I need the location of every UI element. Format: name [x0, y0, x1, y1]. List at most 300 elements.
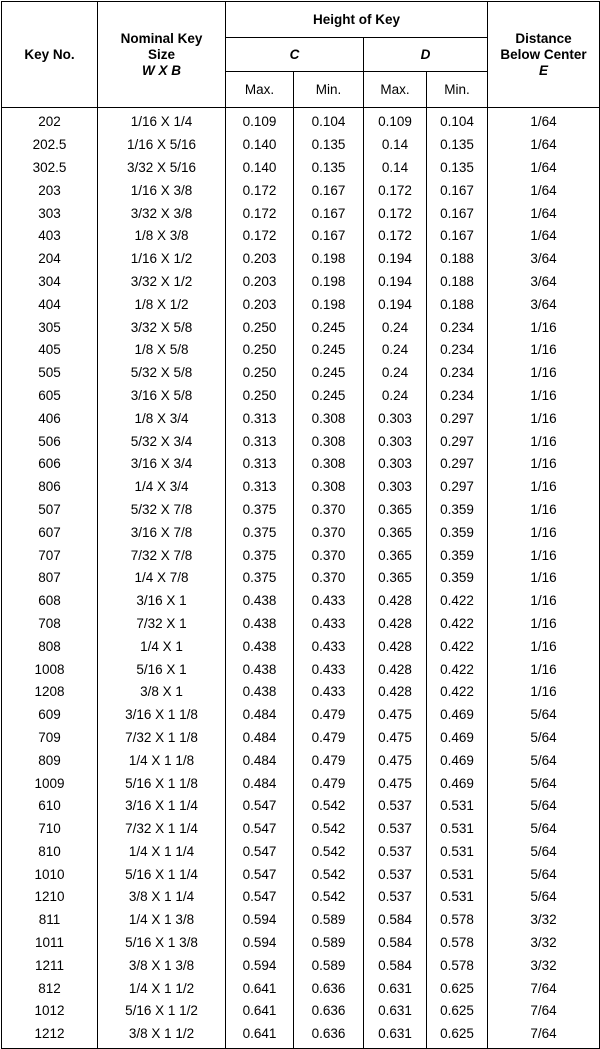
cell-d-max: 0.303: [364, 407, 427, 430]
cell-c-max: 0.250: [226, 316, 294, 339]
cell-d-max: 0.475: [364, 749, 427, 772]
table-row: [2, 271, 600, 294]
cell-c-max: 0.484: [226, 704, 294, 727]
cell-key-no: 302.5: [2, 157, 98, 180]
table-row: [2, 362, 600, 385]
cell-d-min: 0.625: [427, 1023, 488, 1048]
cell-d-min: 0.297: [427, 453, 488, 476]
cell-nominal-size: 1/16 X 1/2: [98, 248, 226, 271]
table-row: [2, 658, 600, 681]
cell-d-min: 0.104: [427, 108, 488, 134]
header-nominal-line2: Size: [147, 46, 175, 62]
table-row: [2, 886, 600, 909]
header-distance-line3: E: [539, 62, 549, 78]
cell-d-min: 0.422: [427, 635, 488, 658]
cell-c-max: 0.594: [226, 954, 294, 977]
cell-nominal-size: 1/8 X 5/8: [98, 339, 226, 362]
cell-d-min: 0.167: [427, 202, 488, 225]
cell-d-max: 0.194: [364, 248, 427, 271]
header-c-min: Min.: [294, 72, 364, 108]
cell-c-max: 0.140: [226, 157, 294, 180]
cell-distance-e: 1/16: [488, 362, 600, 385]
cell-key-no: 405: [2, 339, 98, 362]
cell-distance-e: 1/16: [488, 544, 600, 567]
cell-key-no: 811: [2, 909, 98, 932]
cell-nominal-size: 3/8 X 1 1/4: [98, 886, 226, 909]
cell-distance-e: 5/64: [488, 772, 600, 795]
table-row: [2, 293, 600, 316]
cell-distance-e: 3/32: [488, 932, 600, 955]
cell-d-max: 0.303: [364, 476, 427, 499]
cell-distance-e: 1/16: [488, 681, 600, 704]
header-nominal-line3: W X B: [142, 62, 181, 78]
cell-c-min: 0.479: [294, 772, 364, 795]
cell-d-max: 0.631: [364, 1000, 427, 1023]
cell-d-min: 0.531: [427, 863, 488, 886]
cell-distance-e: 1/16: [488, 339, 600, 362]
cell-d-min: 0.422: [427, 613, 488, 636]
table-row: [2, 841, 600, 864]
cell-key-no: 710: [2, 818, 98, 841]
cell-key-no: 809: [2, 749, 98, 772]
cell-c-max: 0.140: [226, 134, 294, 157]
table-header: [2, 2, 600, 108]
table-row: [2, 681, 600, 704]
cell-key-no: 404: [2, 293, 98, 316]
cell-d-min: 0.422: [427, 590, 488, 613]
cell-distance-e: 1/64: [488, 108, 600, 134]
header-nominal-line1: Nominal Key: [120, 30, 203, 46]
cell-d-max: 0.24: [364, 339, 427, 362]
cell-d-min: 0.359: [427, 544, 488, 567]
cell-d-min: 0.625: [427, 977, 488, 1000]
cell-d-max: 0.14: [364, 134, 427, 157]
table-row: [2, 977, 600, 1000]
cell-key-no: 203: [2, 179, 98, 202]
header-key-no: Key No.: [2, 2, 98, 108]
table-row: [2, 430, 600, 453]
cell-key-no: 1010: [2, 863, 98, 886]
cell-d-min: 0.359: [427, 499, 488, 522]
cell-d-min: 0.578: [427, 932, 488, 955]
cell-c-max: 0.172: [226, 179, 294, 202]
cell-nominal-size: 1/4 X 1 1/4: [98, 841, 226, 864]
cell-distance-e: 3/64: [488, 293, 600, 316]
cell-d-min: 0.188: [427, 271, 488, 294]
cell-distance-e: 5/64: [488, 795, 600, 818]
table-row: [2, 476, 600, 499]
cell-d-min: 0.422: [427, 681, 488, 704]
cell-c-min: 0.433: [294, 635, 364, 658]
cell-d-max: 0.537: [364, 841, 427, 864]
cell-d-min: 0.359: [427, 567, 488, 590]
cell-c-min: 0.370: [294, 499, 364, 522]
cell-d-max: 0.631: [364, 1023, 427, 1048]
cell-key-no: 204: [2, 248, 98, 271]
cell-d-max: 0.172: [364, 202, 427, 225]
cell-nominal-size: 5/16 X 1 1/2: [98, 1000, 226, 1023]
cell-c-max: 0.313: [226, 453, 294, 476]
cell-c-min: 0.135: [294, 134, 364, 157]
cell-d-min: 0.135: [427, 157, 488, 180]
table-row: [2, 749, 600, 772]
cell-d-max: 0.428: [364, 590, 427, 613]
cell-c-max: 0.313: [226, 430, 294, 453]
cell-key-no: 608: [2, 590, 98, 613]
table-row: [2, 590, 600, 613]
cell-c-max: 0.438: [226, 658, 294, 681]
cell-c-min: 0.308: [294, 407, 364, 430]
cell-c-max: 0.109: [226, 108, 294, 134]
cell-d-max: 0.475: [364, 772, 427, 795]
table-row: [2, 909, 600, 932]
cell-nominal-size: 5/16 X 1: [98, 658, 226, 681]
cell-c-max: 0.641: [226, 1023, 294, 1048]
header-nominal-size: [98, 2, 226, 108]
cell-d-min: 0.531: [427, 818, 488, 841]
cell-c-min: 0.245: [294, 362, 364, 385]
cell-d-max: 0.365: [364, 567, 427, 590]
cell-d-min: 0.531: [427, 841, 488, 864]
cell-nominal-size: 7/32 X 1 1/8: [98, 727, 226, 750]
cell-d-min: 0.469: [427, 727, 488, 750]
cell-c-min: 0.542: [294, 795, 364, 818]
cell-distance-e: 5/64: [488, 886, 600, 909]
cell-d-min: 0.531: [427, 886, 488, 909]
table-row: [2, 795, 600, 818]
table-row: [2, 954, 600, 977]
cell-c-max: 0.313: [226, 407, 294, 430]
cell-nominal-size: 5/16 X 1 3/8: [98, 932, 226, 955]
cell-c-max: 0.641: [226, 1000, 294, 1023]
table-row: [2, 863, 600, 886]
cell-distance-e: 1/64: [488, 134, 600, 157]
cell-nominal-size: 5/32 X 3/4: [98, 430, 226, 453]
table-row: [2, 1000, 600, 1023]
cell-nominal-size: 5/32 X 5/8: [98, 362, 226, 385]
table-row: [2, 248, 600, 271]
cell-c-max: 0.250: [226, 339, 294, 362]
table-row: [2, 635, 600, 658]
cell-c-min: 0.245: [294, 339, 364, 362]
cell-d-max: 0.24: [364, 316, 427, 339]
table-row: [2, 499, 600, 522]
cell-key-no: 605: [2, 385, 98, 408]
cell-c-max: 0.484: [226, 749, 294, 772]
cell-distance-e: 1/64: [488, 157, 600, 180]
cell-c-min: 0.589: [294, 909, 364, 932]
cell-nominal-size: 1/16 X 3/8: [98, 179, 226, 202]
cell-distance-e: 1/16: [488, 635, 600, 658]
cell-c-max: 0.594: [226, 932, 294, 955]
cell-d-min: 0.234: [427, 339, 488, 362]
cell-c-max: 0.547: [226, 818, 294, 841]
cell-key-no: 610: [2, 795, 98, 818]
cell-distance-e: 1/16: [488, 567, 600, 590]
cell-key-no: 406: [2, 407, 98, 430]
cell-d-min: 0.297: [427, 407, 488, 430]
cell-c-min: 0.167: [294, 202, 364, 225]
table-row: [2, 704, 600, 727]
cell-d-min: 0.297: [427, 430, 488, 453]
cell-d-min: 0.188: [427, 248, 488, 271]
cell-distance-e: 1/16: [488, 590, 600, 613]
cell-nominal-size: 3/16 X 5/8: [98, 385, 226, 408]
cell-nominal-size: 3/32 X 5/16: [98, 157, 226, 180]
cell-distance-e: 1/16: [488, 499, 600, 522]
cell-key-no: 1011: [2, 932, 98, 955]
table-row: [2, 202, 600, 225]
cell-nominal-size: 1/4 X 1: [98, 635, 226, 658]
cell-nominal-size: 3/32 X 3/8: [98, 202, 226, 225]
cell-d-max: 0.631: [364, 977, 427, 1000]
cell-c-min: 0.433: [294, 590, 364, 613]
cell-c-max: 0.313: [226, 476, 294, 499]
cell-key-no: 303: [2, 202, 98, 225]
cell-nominal-size: 3/16 X 3/4: [98, 453, 226, 476]
table-row: [2, 818, 600, 841]
table-row: [2, 108, 600, 134]
table-row: [2, 521, 600, 544]
cell-key-no: 607: [2, 521, 98, 544]
cell-key-no: 1008: [2, 658, 98, 681]
cell-nominal-size: 3/16 X 1 1/8: [98, 704, 226, 727]
table-row: [2, 453, 600, 476]
cell-distance-e: 5/64: [488, 704, 600, 727]
cell-nominal-size: 1/4 X 7/8: [98, 567, 226, 590]
table-row: [2, 1023, 600, 1048]
cell-c-min: 0.167: [294, 179, 364, 202]
cell-d-max: 0.537: [364, 818, 427, 841]
table-row: [2, 179, 600, 202]
cell-key-no: 812: [2, 977, 98, 1000]
cell-key-no: 1210: [2, 886, 98, 909]
cell-d-max: 0.537: [364, 863, 427, 886]
cell-c-min: 0.433: [294, 681, 364, 704]
cell-key-no: 505: [2, 362, 98, 385]
cell-d-max: 0.24: [364, 362, 427, 385]
cell-d-max: 0.14: [364, 157, 427, 180]
cell-c-min: 0.370: [294, 544, 364, 567]
cell-nominal-size: 7/32 X 7/8: [98, 544, 226, 567]
cell-c-min: 0.370: [294, 521, 364, 544]
header-d-max: Max.: [364, 72, 427, 108]
cell-c-min: 0.104: [294, 108, 364, 134]
cell-c-min: 0.167: [294, 225, 364, 248]
cell-nominal-size: 3/16 X 1 1/4: [98, 795, 226, 818]
cell-c-min: 0.479: [294, 749, 364, 772]
cell-d-max: 0.303: [364, 430, 427, 453]
cell-c-max: 0.547: [226, 886, 294, 909]
cell-c-max: 0.375: [226, 521, 294, 544]
cell-d-max: 0.194: [364, 271, 427, 294]
cell-key-no: 1009: [2, 772, 98, 795]
cell-c-max: 0.547: [226, 795, 294, 818]
cell-key-no: 305: [2, 316, 98, 339]
cell-c-min: 0.370: [294, 567, 364, 590]
cell-nominal-size: 3/8 X 1 3/8: [98, 954, 226, 977]
cell-distance-e: 1/16: [488, 453, 600, 476]
cell-d-min: 0.359: [427, 521, 488, 544]
cell-d-min: 0.167: [427, 179, 488, 202]
table-row: [2, 316, 600, 339]
cell-nominal-size: 5/16 X 1 1/8: [98, 772, 226, 795]
cell-distance-e: 1/64: [488, 179, 600, 202]
cell-c-max: 0.438: [226, 681, 294, 704]
table-row: [2, 544, 600, 567]
cell-d-max: 0.584: [364, 932, 427, 955]
cell-key-no: 304: [2, 271, 98, 294]
table-row: [2, 772, 600, 795]
key-dimensions-table: [1, 1, 600, 1049]
cell-c-min: 0.636: [294, 1023, 364, 1048]
cell-nominal-size: 1/16 X 5/16: [98, 134, 226, 157]
cell-distance-e: 1/64: [488, 225, 600, 248]
cell-c-min: 0.198: [294, 248, 364, 271]
cell-distance-e: 3/32: [488, 909, 600, 932]
cell-c-max: 0.438: [226, 590, 294, 613]
cell-distance-e: 1/16: [488, 385, 600, 408]
cell-d-min: 0.469: [427, 704, 488, 727]
cell-c-min: 0.433: [294, 613, 364, 636]
table-row: [2, 727, 600, 750]
cell-c-max: 0.375: [226, 544, 294, 567]
cell-key-no: 507: [2, 499, 98, 522]
cell-c-min: 0.198: [294, 293, 364, 316]
cell-d-max: 0.365: [364, 521, 427, 544]
cell-distance-e: 7/64: [488, 977, 600, 1000]
cell-distance-e: 7/64: [488, 1000, 600, 1023]
cell-distance-e: 1/16: [488, 430, 600, 453]
cell-d-min: 0.422: [427, 658, 488, 681]
cell-key-no: 202.5: [2, 134, 98, 157]
cell-nominal-size: 1/8 X 3/4: [98, 407, 226, 430]
cell-c-max: 0.641: [226, 977, 294, 1000]
header-height-of-key: Height of Key: [226, 2, 488, 38]
cell-d-min: 0.578: [427, 954, 488, 977]
cell-key-no: 707: [2, 544, 98, 567]
cell-d-min: 0.234: [427, 362, 488, 385]
header-c: C: [226, 38, 364, 72]
cell-distance-e: 1/16: [488, 476, 600, 499]
cell-nominal-size: 1/4 X 1 1/8: [98, 749, 226, 772]
cell-distance-e: 1/16: [488, 316, 600, 339]
cell-distance-e: 5/64: [488, 818, 600, 841]
cell-c-min: 0.542: [294, 818, 364, 841]
cell-c-max: 0.438: [226, 635, 294, 658]
cell-c-min: 0.433: [294, 658, 364, 681]
cell-d-max: 0.428: [364, 681, 427, 704]
cell-distance-e: 3/64: [488, 248, 600, 271]
cell-d-min: 0.625: [427, 1000, 488, 1023]
cell-nominal-size: 3/16 X 1: [98, 590, 226, 613]
cell-key-no: 806: [2, 476, 98, 499]
cell-c-max: 0.547: [226, 841, 294, 864]
cell-c-min: 0.479: [294, 727, 364, 750]
cell-key-no: 808: [2, 635, 98, 658]
cell-d-min: 0.167: [427, 225, 488, 248]
cell-c-max: 0.484: [226, 772, 294, 795]
cell-c-min: 0.542: [294, 886, 364, 909]
cell-key-no: 807: [2, 567, 98, 590]
cell-c-max: 0.438: [226, 613, 294, 636]
cell-d-max: 0.24: [364, 385, 427, 408]
cell-nominal-size: 5/16 X 1 1/4: [98, 863, 226, 886]
cell-nominal-size: 5/32 X 7/8: [98, 499, 226, 522]
header-distance-line2: Below Center: [500, 46, 587, 62]
cell-distance-e: 5/64: [488, 841, 600, 864]
cell-d-max: 0.475: [364, 727, 427, 750]
header-d: D: [364, 38, 488, 72]
cell-c-min: 0.542: [294, 841, 364, 864]
cell-nominal-size: 1/4 X 1 3/8: [98, 909, 226, 932]
cell-d-max: 0.428: [364, 613, 427, 636]
table-row: [2, 385, 600, 408]
table-row: [2, 932, 600, 955]
cell-c-min: 0.308: [294, 476, 364, 499]
cell-key-no: 606: [2, 453, 98, 476]
cell-key-no: 709: [2, 727, 98, 750]
cell-nominal-size: 3/32 X 5/8: [98, 316, 226, 339]
cell-d-min: 0.135: [427, 134, 488, 157]
cell-c-max: 0.203: [226, 293, 294, 316]
cell-key-no: 1211: [2, 954, 98, 977]
cell-distance-e: 3/64: [488, 271, 600, 294]
cell-d-max: 0.365: [364, 499, 427, 522]
cell-distance-e: 7/64: [488, 1023, 600, 1048]
cell-c-max: 0.375: [226, 499, 294, 522]
cell-distance-e: 1/16: [488, 658, 600, 681]
cell-d-max: 0.428: [364, 658, 427, 681]
cell-d-max: 0.303: [364, 453, 427, 476]
cell-d-min: 0.234: [427, 385, 488, 408]
cell-d-min: 0.469: [427, 772, 488, 795]
cell-nominal-size: 3/8 X 1 1/2: [98, 1023, 226, 1048]
cell-distance-e: 1/16: [488, 613, 600, 636]
cell-d-max: 0.365: [364, 544, 427, 567]
cell-d-max: 0.537: [364, 886, 427, 909]
cell-distance-e: 1/16: [488, 407, 600, 430]
header-distance: [488, 2, 600, 108]
cell-key-no: 506: [2, 430, 98, 453]
cell-c-max: 0.203: [226, 248, 294, 271]
cell-nominal-size: 1/8 X 1/2: [98, 293, 226, 316]
cell-d-max: 0.584: [364, 909, 427, 932]
cell-c-min: 0.245: [294, 316, 364, 339]
header-d-min: Min.: [427, 72, 488, 108]
table-row: [2, 339, 600, 362]
cell-distance-e: 1/16: [488, 521, 600, 544]
cell-c-min: 0.589: [294, 932, 364, 955]
cell-c-max: 0.172: [226, 202, 294, 225]
cell-c-max: 0.203: [226, 271, 294, 294]
cell-distance-e: 5/64: [488, 727, 600, 750]
cell-c-min: 0.308: [294, 430, 364, 453]
cell-d-max: 0.428: [364, 635, 427, 658]
cell-d-min: 0.188: [427, 293, 488, 316]
cell-c-min: 0.589: [294, 954, 364, 977]
cell-d-max: 0.194: [364, 293, 427, 316]
cell-c-max: 0.484: [226, 727, 294, 750]
cell-nominal-size: 7/32 X 1 1/4: [98, 818, 226, 841]
cell-distance-e: 1/64: [488, 202, 600, 225]
cell-nominal-size: 7/32 X 1: [98, 613, 226, 636]
cell-d-max: 0.475: [364, 704, 427, 727]
cell-nominal-size: 1/8 X 3/8: [98, 225, 226, 248]
header-distance-line1: Distance: [515, 30, 572, 46]
table-row: [2, 225, 600, 248]
cell-d-min: 0.578: [427, 909, 488, 932]
